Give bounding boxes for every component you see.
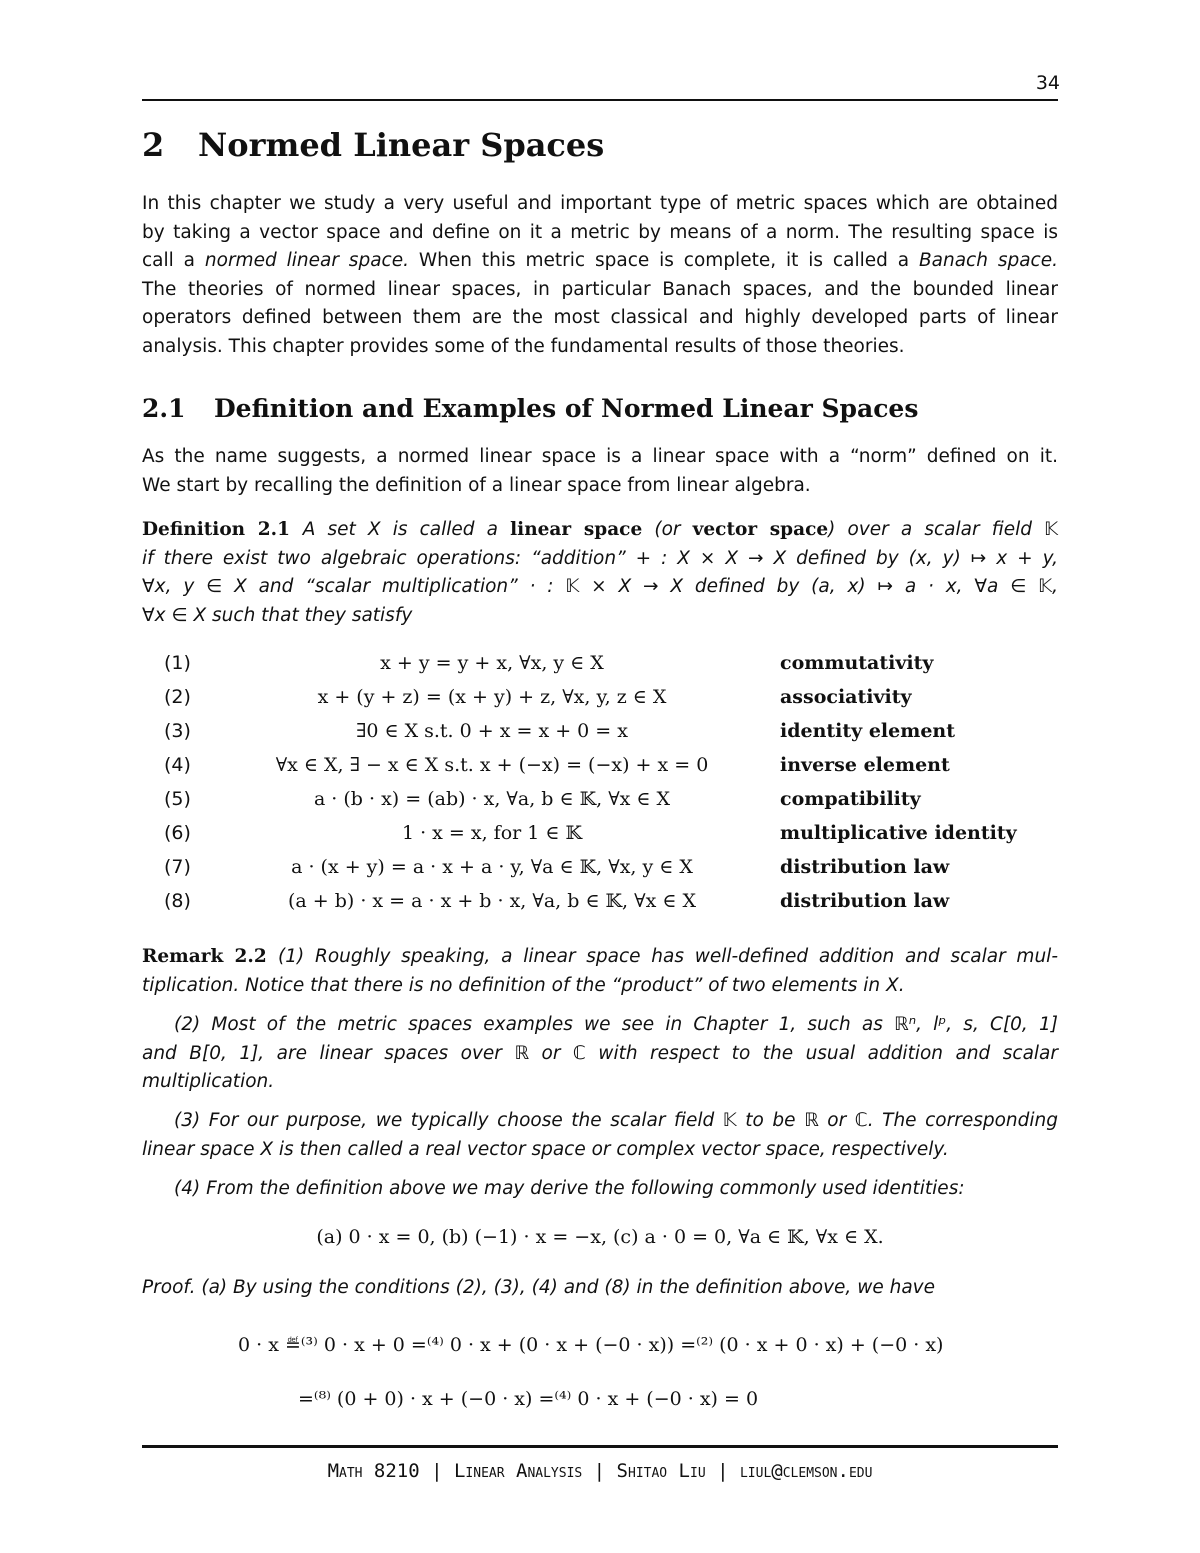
remark-paragraph-4 bbox=[142, 1175, 1058, 1204]
axiom-row bbox=[142, 788, 1058, 818]
axiom-name: compatibility bbox=[780, 788, 921, 810]
header-rule bbox=[142, 99, 1058, 101]
section-title: Definition and Examples of Normed Linear Spaces bbox=[214, 394, 919, 423]
italic-run: (1) Roughly speaking, a linear space has well-defined addition and scalar mul- bbox=[278, 946, 1058, 967]
remark-paragraph-3 bbox=[142, 1107, 1058, 1164]
chapter-heading bbox=[142, 126, 604, 164]
text-line bbox=[142, 602, 1058, 631]
identities-display: (a) 0 · x = 0, (b) (−1) · x = −x, (c) a · 0 = 0, ∀a ∈ 𝕂, ∀x ∈ X. bbox=[316, 1226, 884, 1248]
footer-rule bbox=[142, 1445, 1058, 1448]
italic-run: normed linear space. bbox=[204, 250, 409, 271]
italic-run: ∀x ∈ X such that they satisfy bbox=[142, 604, 413, 626]
text-line: In this chapter we study a very useful and important type of metric spaces which are obtained bbox=[142, 193, 1058, 214]
bold-run: vector space bbox=[692, 519, 829, 540]
text-line bbox=[142, 1011, 1058, 1040]
axiom-number: (2) bbox=[164, 686, 191, 708]
axiom-number: (7) bbox=[164, 856, 191, 878]
chapter-title: Normed Linear Spaces bbox=[198, 126, 605, 164]
axiom-equation: x + (y + z) = (x + y) + z, ∀x, y, z ∈ X bbox=[317, 686, 667, 708]
italic-run: ∀x, y ∈ X and “scalar multiplication” · : 𝕂 × X → X defined by (a, x) ↦ a · x, ∀a ∈ 𝕂, bbox=[142, 576, 1058, 597]
proof-paragraph bbox=[142, 1274, 1058, 1303]
axiom-row bbox=[142, 720, 1058, 750]
definition-block bbox=[142, 516, 1058, 630]
italic-run: Banach space. bbox=[918, 250, 1058, 271]
axiom-row bbox=[142, 856, 1058, 886]
axiom-number: (4) bbox=[164, 754, 191, 776]
italic-run: A set X is called a bbox=[302, 519, 511, 540]
axiom-number: (1) bbox=[164, 652, 191, 674]
axiom-number: (5) bbox=[164, 788, 191, 810]
text-line: operators defined between them are the most classical and highly developed parts of linear bbox=[142, 307, 1058, 328]
axiom-equation: a · (x + y) = a · x + a · y, ∀a ∈ 𝕂, ∀x, y ∈ X bbox=[291, 856, 693, 878]
italic-run: (2) Most of the metric spaces examples we see in Chapter 1, such as ℝⁿ, lᵖ, s, C[0, 1] bbox=[174, 1014, 1058, 1035]
axiom-name: distribution law bbox=[780, 856, 950, 878]
text-line bbox=[142, 1175, 1058, 1204]
axiom-number: (6) bbox=[164, 822, 191, 844]
intro-paragraph bbox=[142, 190, 1058, 361]
section-heading bbox=[142, 394, 918, 423]
axioms-table bbox=[142, 652, 1058, 922]
text-line: analysis. This chapter provides some of the fundamental results of those theories. bbox=[142, 335, 905, 357]
proof-equation-line-1: 0 · x ≝⁽³⁾ 0 · x + 0 =⁽⁴⁾ 0 · x + (0 · x + (−0 · x)) =⁽²⁾ (0 · x + 0 · x) + (−0 · x) bbox=[238, 1334, 944, 1356]
text-line: We start by recalling the definition of a linear space from linear algebra. bbox=[142, 474, 811, 496]
block-label: Definition 2.1 bbox=[142, 519, 303, 540]
section-number: 2.1 bbox=[142, 394, 186, 423]
text-line bbox=[142, 972, 1058, 1001]
italic-run: (4) From the definition above we may derive the following commonly used identities: bbox=[174, 1178, 965, 1199]
block-label: Remark 2.2 bbox=[142, 946, 279, 967]
italic-run: if there exist two algebraic operations: “addition” + : X × X → X defined by (x, y) ↦ x + y, bbox=[142, 547, 1058, 569]
axiom-name: distribution law bbox=[780, 890, 950, 912]
text-line: As the name suggests, a normed linear space is a linear space with a “norm” defined on it. bbox=[142, 446, 1058, 467]
axiom-row bbox=[142, 890, 1058, 920]
text-line bbox=[142, 1107, 1058, 1136]
axiom-name: identity element bbox=[780, 720, 956, 742]
text-line: by taking a vector space and define on it a metric by means of a norm. The resulting space is bbox=[142, 221, 1058, 243]
remark-paragraph-1 bbox=[142, 943, 1058, 1000]
chapter-number: 2 bbox=[142, 126, 165, 164]
axiom-equation: 1 · x = x, for 1 ∈ 𝕂 bbox=[401, 822, 583, 844]
italic-run: linear space X is then called a real vector space or complex vector space, respectively. bbox=[142, 1138, 949, 1160]
text-line bbox=[142, 573, 1058, 602]
text-line bbox=[142, 1040, 1058, 1069]
italic-run: (or bbox=[642, 519, 693, 540]
text-line bbox=[142, 516, 1058, 545]
axiom-name: multiplicative identity bbox=[780, 822, 1017, 844]
italic-run: ) over a scalar field 𝕂 bbox=[828, 519, 1059, 540]
axiom-name: associativity bbox=[780, 686, 912, 708]
axiom-equation: ∀x ∈ X, ∃ − x ∈ X s.t. x + (−x) = (−x) + x = 0 bbox=[275, 754, 709, 776]
text-line bbox=[142, 943, 1058, 972]
axiom-equation: (a + b) · x = a · x + b · x, ∀a, b ∈ 𝕂, ∀x ∈ X bbox=[287, 890, 696, 912]
page-footer: Math 8210 | Linear Analysis | Shitao Liu | liul@clemson.edu bbox=[327, 1460, 873, 1482]
text-line: The theories of normed linear spaces, in particular Banach spaces, and the bounded linear bbox=[142, 278, 1058, 300]
axiom-row bbox=[142, 754, 1058, 784]
proof-equation-line-2: =⁽⁸⁾ (0 + 0) · x + (−0 · x) =⁽⁴⁾ 0 · x + (−0 · x) = 0 bbox=[298, 1388, 759, 1410]
italic-run: (3) For our purpose, we typically choose the scalar field 𝕂 to be ℝ or ℂ. The corresponding bbox=[174, 1110, 1058, 1131]
text-line bbox=[142, 1068, 1058, 1097]
axiom-equation: a · (b · x) = (ab) · x, ∀a, b ∈ 𝕂, ∀x ∈ X bbox=[313, 788, 671, 810]
italic-run: multiplication. bbox=[142, 1071, 275, 1092]
axiom-equation: ∃0 ∈ X s.t. 0 + x = x + 0 = x bbox=[356, 720, 628, 742]
italic-run: and B[0, 1], are linear spaces over ℝ or ℂ with respect to the usual addition and scalar bbox=[142, 1042, 1058, 1064]
remark-paragraph-2 bbox=[142, 1011, 1058, 1097]
axiom-number: (3) bbox=[164, 720, 191, 742]
bold-run: linear space bbox=[510, 519, 643, 540]
proof-text: (a) By using the conditions (2), (3), (4) and (8) in the definition above, we have bbox=[195, 1277, 935, 1298]
axiom-name: commutativity bbox=[780, 652, 934, 674]
text-line bbox=[142, 545, 1058, 574]
text-line: call a normed linear space. When this metric space is complete, it is called a Banach space. bbox=[142, 250, 1058, 271]
italic-run: tiplication. Notice that there is no definition of the “product” of two elements in X. bbox=[142, 974, 905, 996]
axiom-equation: x + y = y + x, ∀x, y ∈ X bbox=[380, 652, 604, 674]
axiom-row bbox=[142, 652, 1058, 682]
axiom-number: (8) bbox=[164, 890, 191, 912]
text-line bbox=[142, 1136, 1058, 1165]
axiom-row bbox=[142, 686, 1058, 716]
axiom-name: inverse element bbox=[780, 754, 950, 776]
axiom-row bbox=[142, 822, 1058, 852]
page-number: 34 bbox=[1035, 72, 1060, 94]
section-intro-paragraph bbox=[142, 443, 1058, 500]
proof-label: Proof. bbox=[142, 1277, 196, 1298]
